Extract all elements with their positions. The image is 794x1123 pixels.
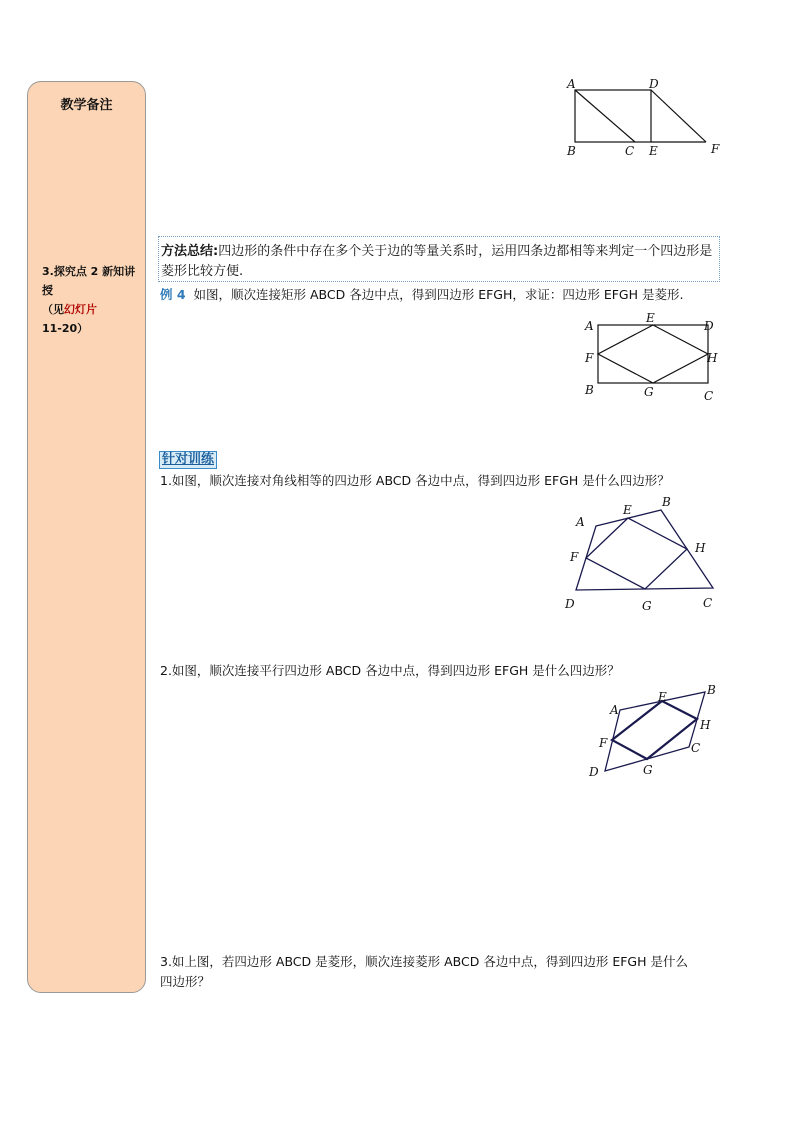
figure4-label-d: D bbox=[589, 765, 599, 779]
figure3-label-d: D bbox=[565, 597, 575, 611]
figure2-label-f: F bbox=[585, 351, 594, 365]
question-1: 1.如图，顺次连接对角线相等的四边形 ABCD 各边中点，得到四边形 EFGH 是什么四边形？ bbox=[160, 473, 670, 488]
example-4 bbox=[160, 285, 683, 305]
sidebar-section-heading: 3.探究点 2 新知讲授 bbox=[42, 265, 136, 297]
example-4-text: 如图，顺次连接矩形 ABCD 各边中点，得到四边形 EFGH，求证：四边形 EFGH 是菱形. bbox=[193, 287, 684, 302]
figure2-label-h: H bbox=[707, 351, 718, 365]
method-summary-label: 方法总结: bbox=[161, 244, 219, 259]
figure4-label-a: A bbox=[610, 703, 619, 717]
figure1-label-c: C bbox=[625, 144, 635, 158]
question-2: 2.如图，顺次连接平行四边形 ABCD 各边中点，得到四边形 EFGH 是什么四边形？ bbox=[160, 663, 620, 678]
figure4-label-f: F bbox=[599, 736, 608, 750]
figure1-label-b: B bbox=[567, 144, 576, 158]
figure2-label-a: A bbox=[585, 319, 594, 333]
figure3-label-b: B bbox=[662, 495, 671, 509]
figure-rectangle-midpoints bbox=[580, 312, 730, 407]
figure3-label-e: E bbox=[623, 503, 632, 517]
figure-equal-diagonal-quadrilateral bbox=[560, 492, 730, 617]
figure2-label-g: G bbox=[644, 385, 654, 399]
figure3-label-h: H bbox=[695, 541, 706, 555]
figure4-label-e: E bbox=[658, 690, 667, 704]
targeted-training-tag: 针对训练 bbox=[159, 451, 217, 469]
method-summary-text: 四边形的条件中存在多个关于边的等量关系时，运用四条边都相等来判定一个四边形是菱形比较方便. bbox=[161, 244, 713, 279]
sidebar-section-note bbox=[42, 262, 142, 338]
question-3-line-2: 四边形？ bbox=[160, 974, 211, 989]
figure2-label-d: D bbox=[704, 319, 714, 333]
sidebar-title: 教学备注 bbox=[60, 98, 113, 113]
figure4-label-h: H bbox=[700, 718, 711, 732]
figure2-label-b: B bbox=[585, 383, 594, 397]
sidebar-slide-ref-open: （见 bbox=[42, 303, 64, 316]
figure1-label-d: D bbox=[649, 77, 659, 91]
figure2-label-c: C bbox=[704, 389, 714, 403]
figure3-label-g: G bbox=[642, 599, 652, 613]
method-summary-box bbox=[158, 236, 720, 282]
figure4-label-b: B bbox=[707, 683, 716, 697]
sidebar-slide-ref-range: 11-20） bbox=[42, 322, 89, 335]
figure3-label-a: A bbox=[576, 515, 585, 529]
figure1-label-a: A bbox=[567, 77, 576, 91]
example-4-label: 例 4 bbox=[160, 287, 186, 302]
figure3-label-f: F bbox=[570, 550, 579, 564]
figure1-label-e: E bbox=[649, 144, 658, 158]
figure2-label-e: E bbox=[646, 311, 655, 325]
figure1-label-f: F bbox=[711, 142, 720, 156]
figure3-label-c: C bbox=[703, 596, 713, 610]
figure4-label-g: G bbox=[643, 763, 653, 777]
figure-rectangle-parallelogram bbox=[560, 72, 735, 162]
figure4-label-c: C bbox=[691, 741, 701, 755]
figure-parallelogram-midpoints bbox=[585, 680, 725, 785]
sidebar-slide-ref-word: 幻灯片 bbox=[64, 303, 97, 316]
question-3-line-1: 3.如上图，若四边形 ABCD 是菱形，顺次连接菱形 ABCD 各边中点，得到四边形 EFGH 是什么 bbox=[160, 954, 688, 969]
teaching-notes-sidebar bbox=[27, 81, 146, 993]
